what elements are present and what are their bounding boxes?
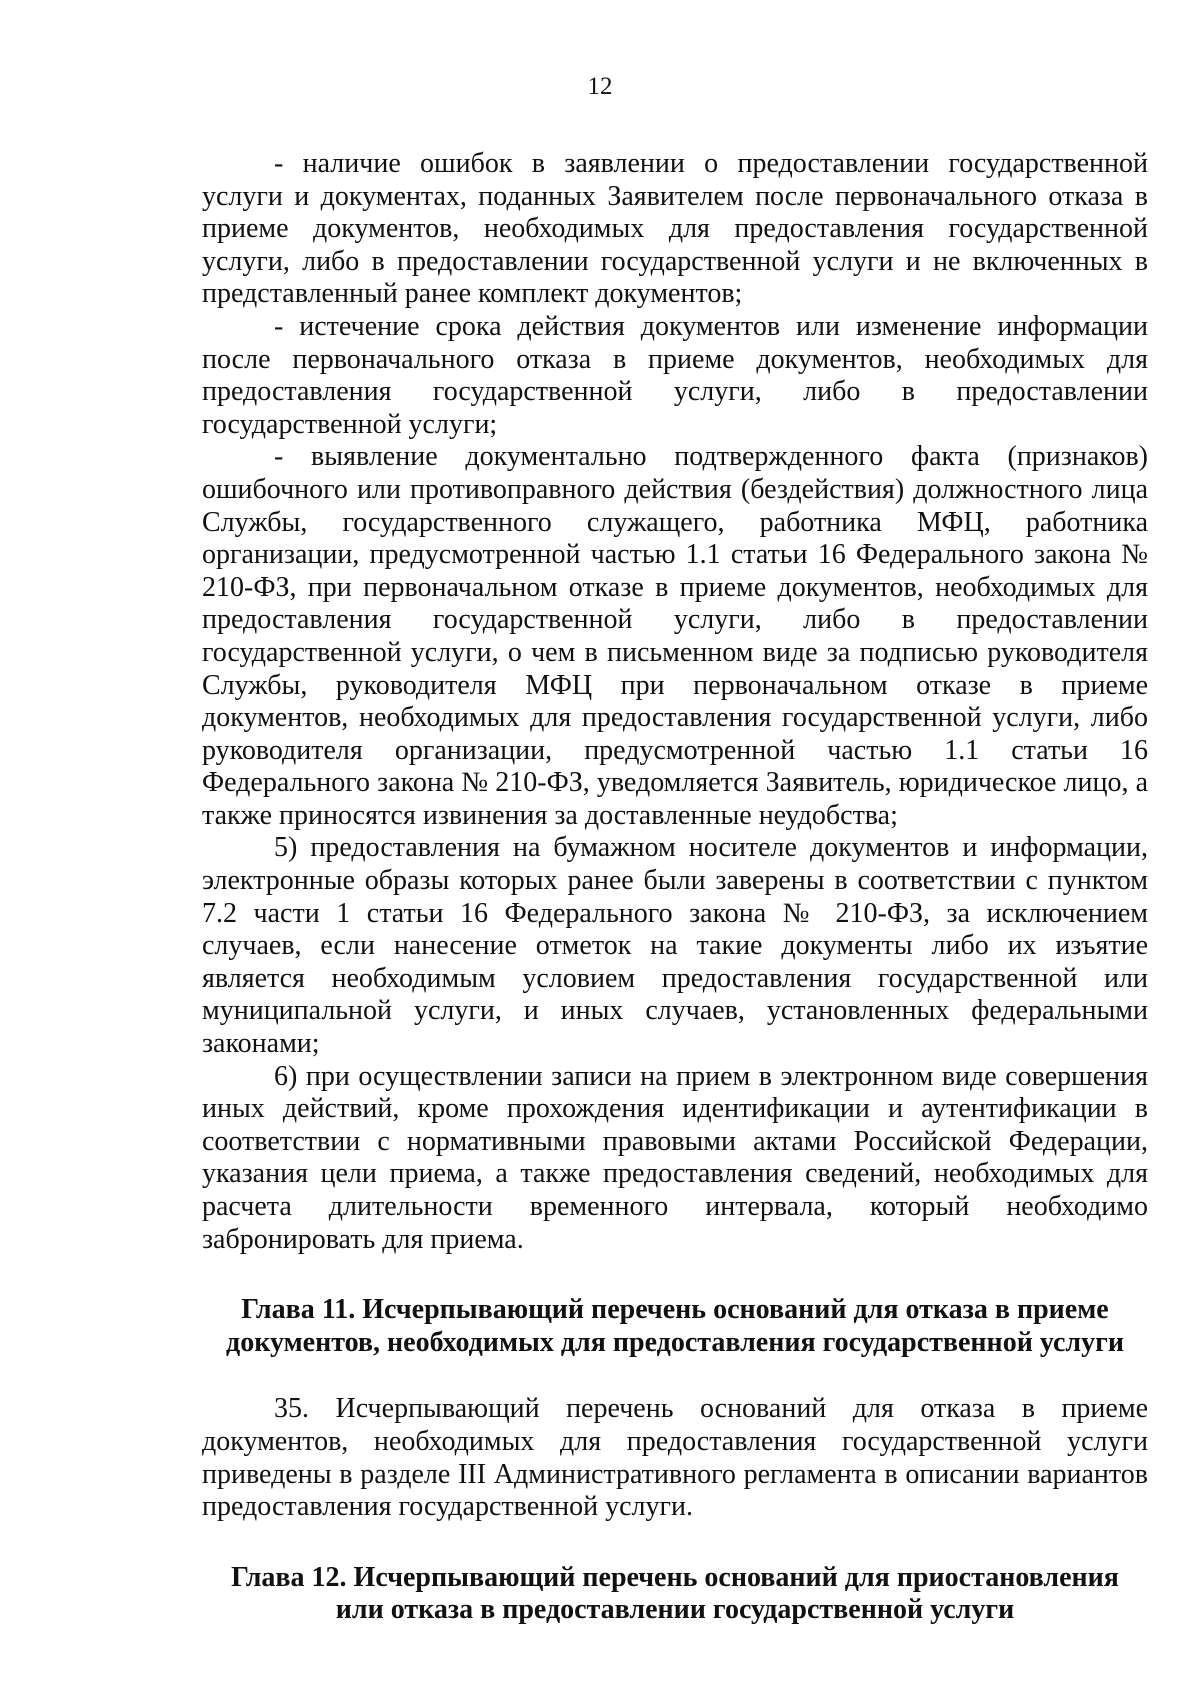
chapter-12-heading-line-1: Глава 12. Исчерпывающий перечень оснований для приостановления <box>231 1561 1119 1593</box>
chapter-12-heading <box>202 1562 1148 1627</box>
paragraph-document-expiry: - истечение срока действия документов или изменение информации после первоначального отказа в приеме документов, необходимых для предоставления государственной услуги, либо в предоставлении государственной услуги; <box>202 310 1148 440</box>
paragraph-35: 35. Исчерпывающий перечень оснований для отказа в приеме документов, необходимых для предоставления государственной услуги приведены в разделе III Административного регламента в описании вариантов предоставления государственной услуги. <box>202 1393 1148 1523</box>
paragraph-item-6: 6) при осуществлении записи на прием в электронном виде совершения иных действий, кроме прохождения идентификации и аутентификации в соответствии с нормативными правовыми актами Российской Федерации, указания цели приема, а также предоставления сведений, необходимых для расчета длительности временного интервала, который необходимо забронировать для приема. <box>202 1060 1148 1255</box>
chapter-11-heading <box>202 1294 1148 1359</box>
paragraph-errors-in-application: - наличие ошибок в заявлении о предоставлении государственной услуги и документах, поданных Заявителем после первоначального отказа в приеме документов, необходимых для предоставления государственной услуги, либо в предоставлении государственной услуги и не включенных в представленный ранее комплект документов; <box>202 148 1148 310</box>
document-body <box>202 148 1148 1627</box>
page-number: 12 <box>587 73 613 100</box>
chapter-11-heading-line-2: документов, необходимых для предоставления государственной услуги <box>226 1326 1124 1358</box>
paragraph-item-5: 5) предоставления на бумажном носителе документов и информации, электронные образы которых ранее были заверены в соответствии с пунктом 7.2 части 1 статьи 16 Федерального закона № 210-ФЗ, за исключением случаев, если нанесение отметок на такие документы либо их изъятие является необходимым условием предоставления государственной или муниципальной услуги, и иных случаев, установленных федеральными законами; <box>202 832 1148 1060</box>
paragraph-erroneous-action: - выявление документально подтвержденного факта (признаков) ошибочного или противоправного действия (бездействия) должностного лица Службы, государственного служащего, работника МФЦ, работника организации, предусмотренной частью 1.1 статьи 16 Федерального закона № 210-ФЗ, при первоначальном отказе в приеме документов, необходимых для предоставления государственной услуги, либо в предоставлении государственной услуги, о чем в письменном виде за подписью руководителя Службы, руководителя МФЦ при первоначальном отказе в приеме документов, необходимых для предоставления государственной услуги, либо руководителя организации, предусмотренной частью 1.1 статьи 16 Федерального закона № 210-ФЗ, уведомляется Заявитель, юридическое лицо, а также приносятся извинения за доставленные неудобства; <box>202 441 1148 831</box>
chapter-11-heading-line-1: Глава 11. Исчерпывающий перечень оснований для отказа в приеме <box>241 1294 1109 1326</box>
chapter-12-heading-line-2: или отказа в предоставлении государственной услуги <box>335 1594 1015 1626</box>
